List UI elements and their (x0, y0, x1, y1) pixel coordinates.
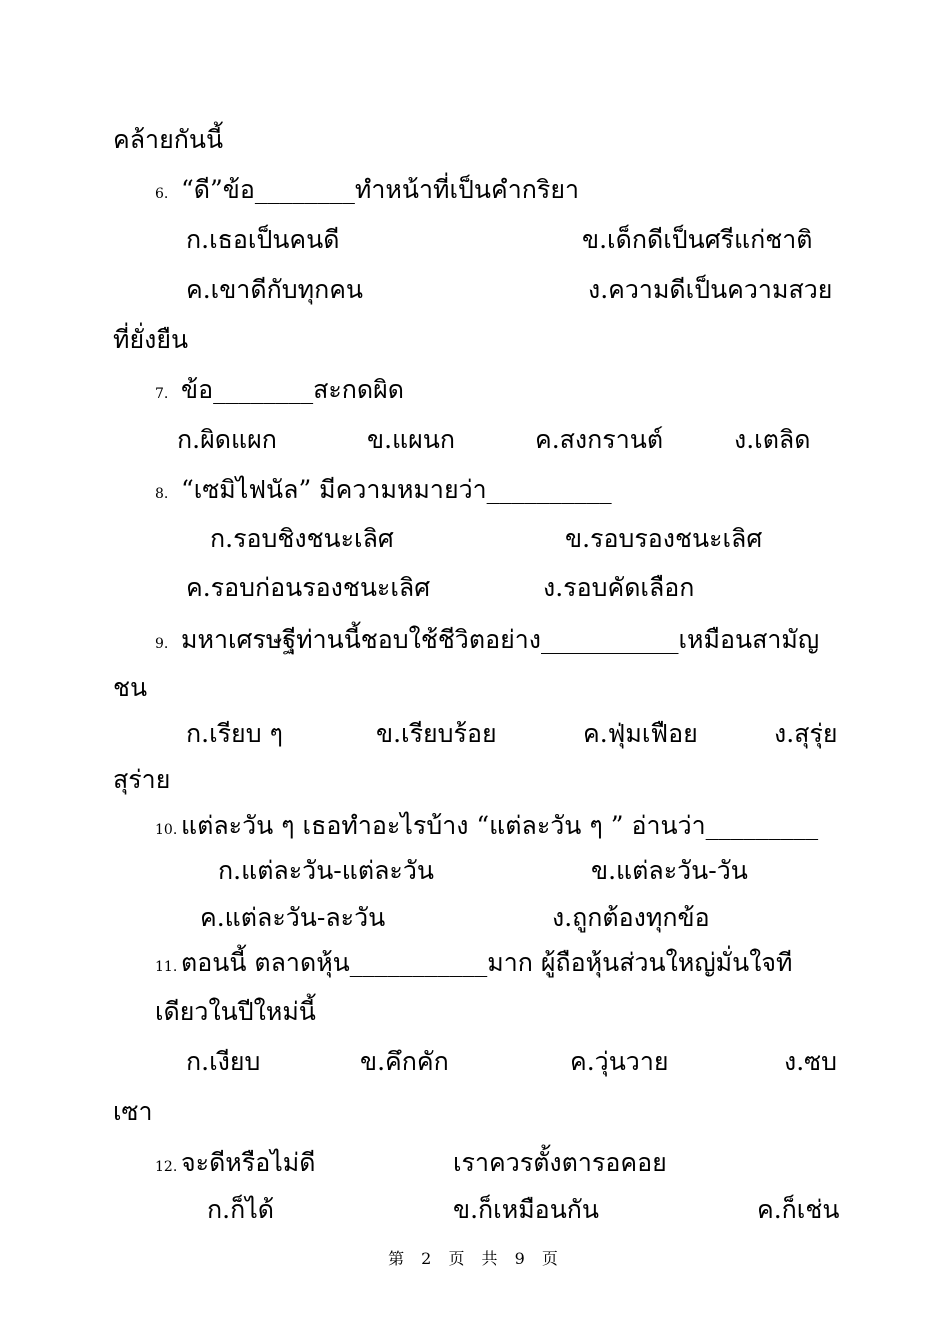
option-a: ก.รอบชิงชนะเลิศ (210, 524, 394, 553)
question-number: 7. (155, 386, 169, 402)
option-a: ก.เงียบ (186, 1047, 261, 1076)
question-text: “ดี”ข้อ________ทำหน้าที่เป็นคำกริยา (181, 175, 580, 204)
option-b: ข.คึกคัก (360, 1047, 449, 1076)
question-11 (155, 947, 793, 983)
question-text: ตอนนี้ ตลาดหุ้น___________มาก ผู้ถือหุ้นส่วนใหญ่มั่นใจที (181, 948, 793, 977)
continuation-text: เดียวในปีใหม่นี้ (155, 997, 316, 1026)
option-c: ค.วุ่นวาย (570, 1047, 669, 1076)
question-text: ข้อ________สะกดผิด (181, 375, 405, 404)
question-8 (155, 474, 612, 510)
option-a: ก.เธอเป็นคนดี (186, 225, 340, 254)
question-10 (155, 810, 818, 846)
option-d: ง.ซบ (784, 1047, 837, 1076)
question-number: 12. (155, 1159, 178, 1175)
option-c: ค.ก็เช่น (757, 1195, 840, 1224)
question-number: 6. (155, 186, 169, 202)
option-c: ค.สงกรานต์ (535, 425, 664, 454)
question-text: “เซมิไฟนัล” มีความหมายว่า__________ (181, 475, 612, 504)
question-text: แต่ละวัน ๆ เธอทำอะไรบ้าง “แต่ละวัน ๆ ” อ่านว่า_________ (181, 811, 819, 840)
option-a: ก.เรียบ ๆ (186, 719, 283, 748)
question-number: 11. (155, 959, 178, 975)
continuation-text: เซา (113, 1097, 153, 1126)
option-b: ข.เด็กดีเป็นศรีแก่ชาติ (582, 225, 813, 254)
option-b: ข.เรียบร้อย (376, 719, 497, 748)
option-d: ง.สุรุ่ย (774, 719, 838, 748)
question-9 (155, 624, 819, 660)
question-text: จะดีหรือไม่ดี (181, 1148, 316, 1177)
option-a: ก.แต่ละวัน-แต่ละวัน (218, 856, 434, 885)
option-c: ค.รอบก่อนรองชนะเลิศ (186, 573, 431, 602)
option-b: ข.ก็เหมือนกัน (453, 1195, 600, 1224)
question-text: มหาเศรษฐีท่านนี้ชอบใช้ชีวิตอย่าง___________เหมือนสามัญ (181, 625, 820, 654)
option-d: ง.ความดีเป็นความสวย (588, 275, 833, 304)
question-number: 8. (155, 486, 169, 502)
question-text-continued: เราควรตั้งตารอคอย (453, 1148, 667, 1177)
option-b: ข.แต่ละวัน-วัน (591, 856, 748, 885)
question-12 (155, 1147, 316, 1183)
continuation-text: สุร่าย (113, 765, 171, 794)
continuation-text: ที่ยั่งยืน (113, 325, 189, 354)
option-a: ก.ก็ได้ (207, 1195, 275, 1224)
question-7 (155, 374, 404, 410)
option-c: ค.แต่ละวัน-ละวัน (200, 903, 386, 932)
option-c: ค.เขาดีกับทุกคน (186, 275, 364, 304)
option-d: ง.เตลิด (734, 425, 811, 454)
option-d: ง.รอบคัดเลือก (543, 573, 695, 602)
option-c: ค.ฟุ่มเฟือย (583, 719, 698, 748)
option-d: ง.ถูกต้องทุกข้อ (552, 903, 710, 932)
question-number: 10. (155, 822, 178, 838)
option-b: ข.รอบรองชนะเลิศ (565, 524, 763, 553)
page-footer: 第 2 页 共 9 页 (388, 1249, 562, 1268)
question-6 (155, 174, 579, 210)
question-number: 9. (155, 636, 169, 652)
continuation-text: คล้ายกันนี้ (113, 125, 224, 154)
option-b: ข.แผนก (367, 425, 456, 454)
continuation-text: ชน (113, 673, 148, 702)
option-a: ก.ผิดแผก (177, 425, 277, 454)
